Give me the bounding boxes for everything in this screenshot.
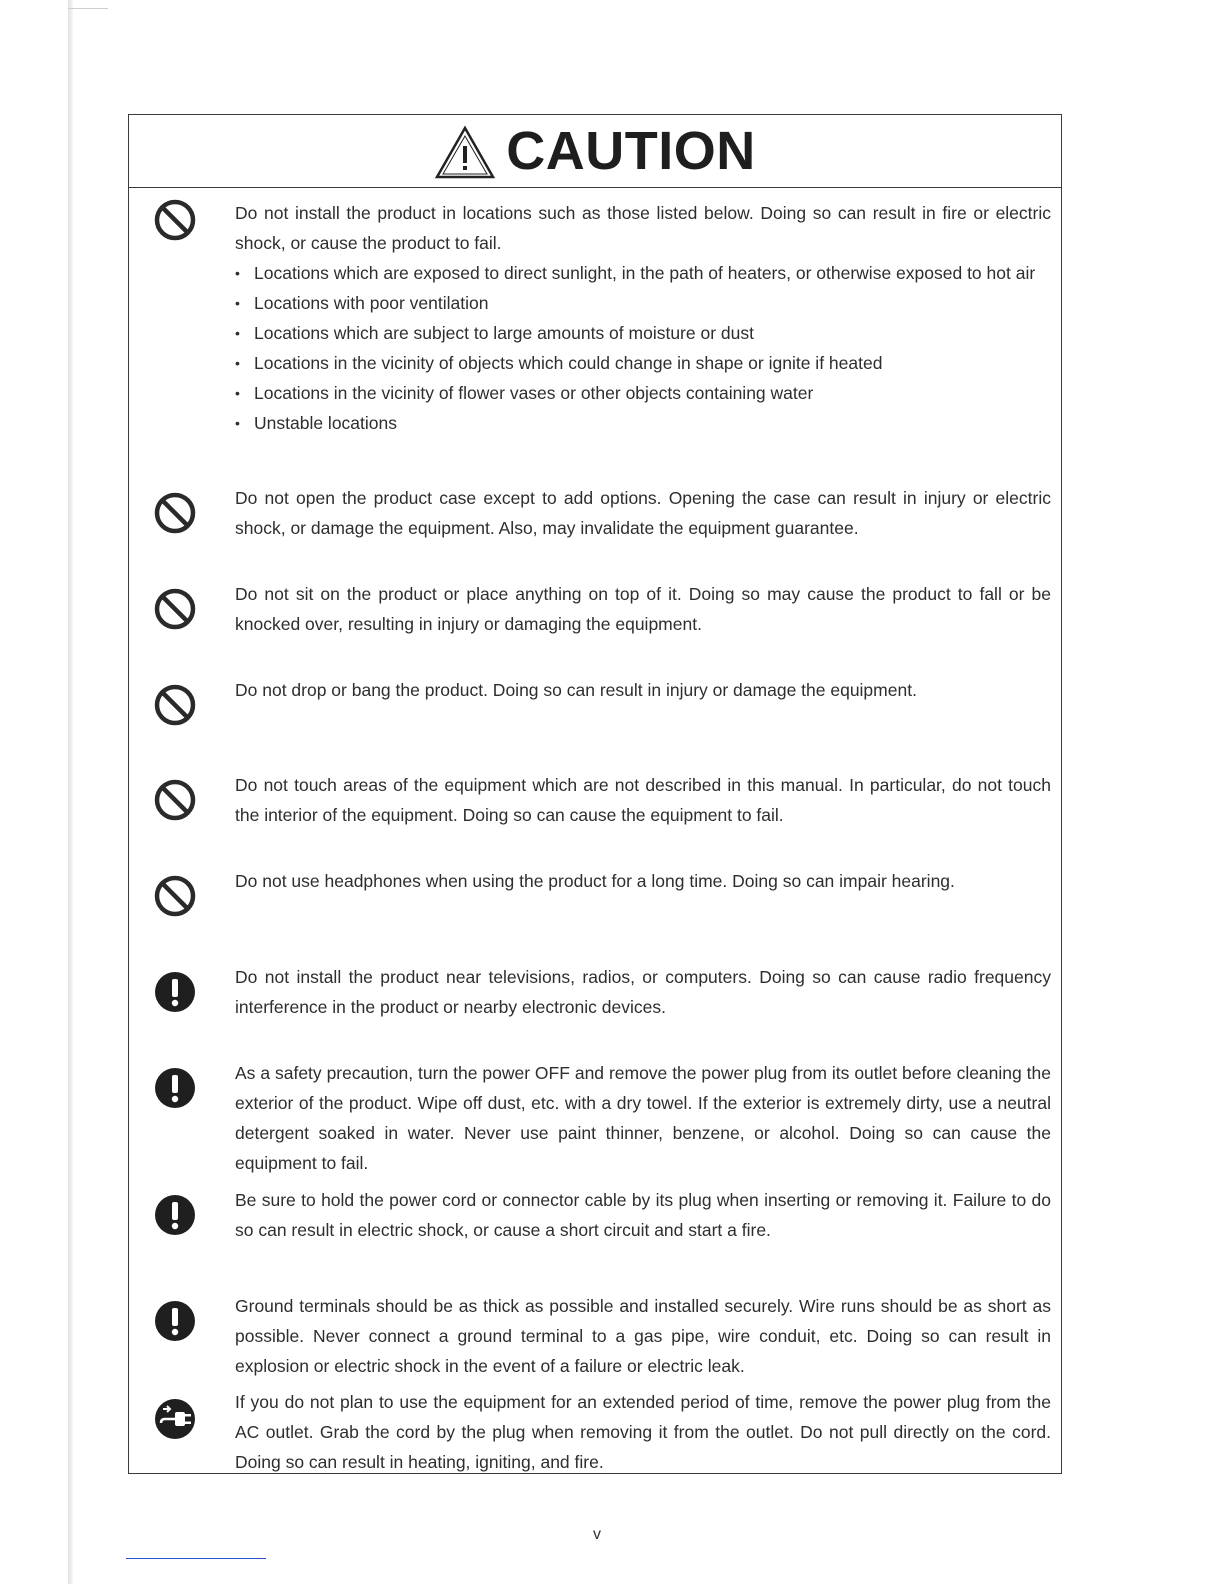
- prohibited-icon: [153, 198, 197, 242]
- warning-triangle-icon: [434, 125, 496, 181]
- caution-paragraph: Do not sit on the product or place anything on top of it. Doing so may cause the product to fall or be knocked over, resulting in injury or damaging the equipment.: [235, 584, 1051, 634]
- caution-paragraph: Be sure to hold the power cord or connector cable by its plug when inserting or removing it. Failure to do so can result in electric shock, or cause a short circuit and start a fire.: [235, 1190, 1051, 1240]
- caution-paragraph: Do not drop or bang the product. Doing so can result in injury or damage the equipment.: [235, 680, 917, 700]
- mandatory-action-icon: [153, 970, 197, 1014]
- caution-paragraph: Do not use headphones when using the product for a long time. Doing so can impair hearing.: [235, 871, 955, 891]
- caution-text: [235, 198, 1051, 438]
- caution-paragraph: As a safety precaution, turn the power OFF and remove the power plug from its outlet before cleaning the exterior of the product. Wipe off dust, etc. with a dry towel. If the exterior is extremely dirty, use a neutral detergent soaked in water. Never use paint thinner, benzene, or alcohol. Doing so can cause the equipment to fail.: [235, 1063, 1051, 1173]
- prohibited-icon: [153, 491, 197, 535]
- caution-paragraph: Do not install the product in locations such as those listed below. Doing so can result in fire or electric shock, or cause the product to fail.: [235, 203, 1051, 253]
- prohibited-icon: [153, 874, 197, 918]
- list-item: • Locations which are exposed to direct sunlight, in the path of heaters, or otherwise exposed to hot air: [235, 258, 1051, 288]
- mandatory-action-icon: [153, 1193, 197, 1237]
- prohibited-icon: [153, 587, 197, 631]
- location-list: [235, 258, 1051, 438]
- page-binding-shadow: [68, 0, 73, 1584]
- caution-header: [129, 115, 1061, 188]
- unplug-icon: [153, 1397, 197, 1441]
- caution-paragraph: Do not open the product case except to add options. Opening the case can result in injury or electric shock, or damage the equipment. Also, may invalidate the equipment guarantee.: [235, 488, 1051, 538]
- list-item: • Locations in the vicinity of objects which could change in shape or ignite if heated: [235, 348, 1051, 378]
- mandatory-action-icon: [153, 1299, 197, 1343]
- list-item: • Locations with poor ventilation: [235, 288, 1051, 318]
- list-item: • Locations in the vicinity of flower vases or other objects containing water: [235, 378, 1051, 408]
- page-number: v: [593, 1526, 601, 1543]
- caution-paragraph: If you do not plan to use the equipment for an extended period of time, remove the power plug from the AC outlet. Grab the cord by the plug when removing it from the outlet. Do not pull directly on the cord. Doing so can result in heating, igniting, and fire.: [235, 1392, 1051, 1472]
- list-item: • Locations which are subject to large amounts of moisture or dust: [235, 318, 1051, 348]
- list-item: • Unstable locations: [235, 408, 1051, 438]
- caution-title: CAUTION: [506, 121, 756, 181]
- caution-paragraph: Ground terminals should be as thick as possible and installed securely. Wire runs should be as short as possible. Never connect a ground terminal to a gas pipe, wire conduit, etc. Doing so can result in explosion or electric shock in the event of a failure or electric leak.: [235, 1296, 1051, 1376]
- bottom-edge-mark: [126, 1558, 266, 1559]
- prohibited-icon: [153, 683, 197, 727]
- caution-paragraph: Do not touch areas of the equipment which are not described in this manual. In particular, do not touch the interior of the equipment. Doing so can cause the equipment to fail.: [235, 775, 1051, 825]
- mandatory-action-icon: [153, 1066, 197, 1110]
- top-edge-mark: [68, 8, 108, 9]
- caution-paragraph: Do not install the product near televisions, radios, or computers. Doing so can cause radio frequency interference in the product or nearby electronic devices.: [235, 967, 1051, 1017]
- caution-box: [128, 114, 1062, 1474]
- prohibited-icon: [153, 778, 197, 822]
